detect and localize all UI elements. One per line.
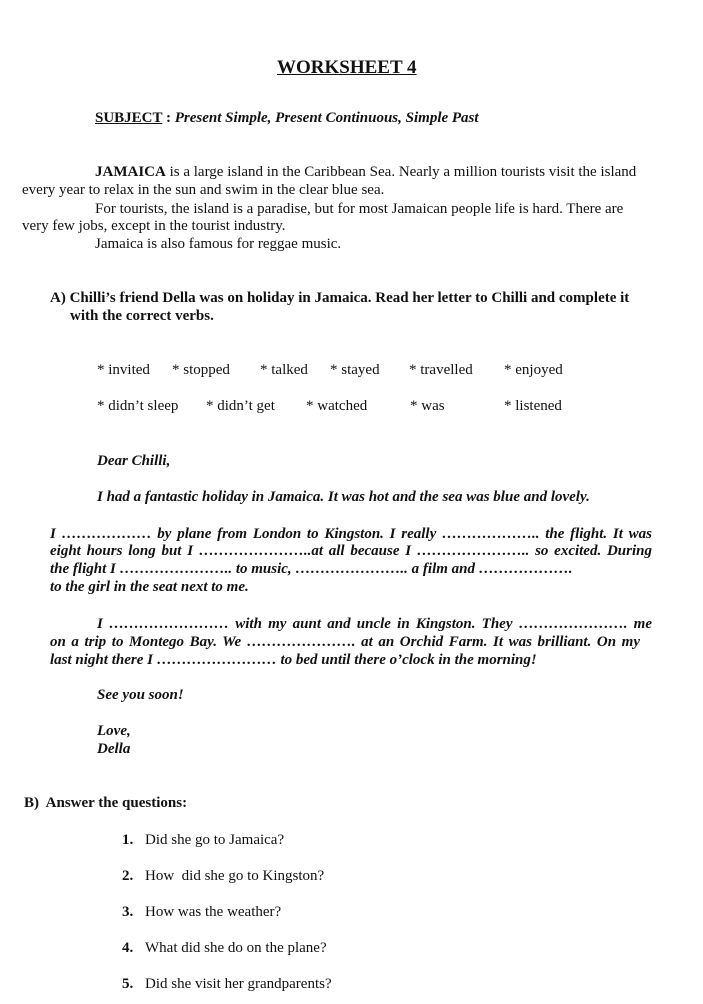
intro-p2-line1: For tourists, the island is a paradise, but for most Jamaican people life is hard. There are [95, 201, 624, 217]
word-bank-item: * didn’t get [206, 398, 275, 414]
section-b-heading: B) Answer the questions: [24, 795, 188, 811]
letter-line: to the girl in the seat next to me. [50, 579, 249, 595]
question-number: 1. [122, 832, 134, 848]
question-text: What did she do on the plane? [145, 940, 327, 956]
letter-line: I ……………… by plane from London to Kingston. I really ……………….. the flight. It was [50, 526, 652, 542]
question-number: 4. [122, 940, 134, 956]
word-bank-item: * invited [97, 362, 150, 378]
question-number: 2. [122, 868, 134, 884]
word-bank-item: * stayed [330, 362, 380, 378]
letter-signoff: Love, [97, 723, 131, 739]
word-bank-item: * stopped [172, 362, 230, 378]
section-a-instruction-1: A) Chilli’s friend Della was on holiday in Jamaica. Read her letter to Chilli and complete it [50, 290, 630, 306]
page-title: WORKSHEET 4 [277, 57, 417, 78]
word-bank-item: * enjoyed [504, 362, 563, 378]
subject-sep: : [162, 110, 175, 126]
word-bank-item: * listened [504, 398, 562, 414]
word-bank-item: * was [410, 398, 445, 414]
intro-p1-line2: every year to relax in the sun and swim in the clear blue sea. [22, 182, 385, 198]
intro-p1-line1 [95, 163, 636, 181]
intro-p3: Jamaica is also famous for reggae music. [95, 236, 342, 252]
letter-line: I …………………… with my aunt and uncle in Kingston. They …………………. me [97, 616, 652, 632]
word-bank-item: * travelled [409, 362, 473, 378]
word-bank-item: * watched [306, 398, 368, 414]
word-bank-item: * didn’t sleep [97, 398, 179, 414]
question-text: How did she go to Kingston? [145, 868, 325, 884]
section-a-instruction-2: with the correct verbs. [70, 308, 214, 324]
question-text: How was the weather? [145, 904, 282, 920]
subject-line [95, 109, 479, 127]
letter-line: last night there I …………………… to bed until there o’clock in the morning! [50, 652, 537, 668]
letter-greeting: Dear Chilli, [97, 453, 171, 469]
question-number: 3. [122, 904, 134, 920]
letter-signature: Della [97, 741, 131, 757]
letter-line: on a trip to Montego Bay. We …………………. at an Orchid Farm. It was brilliant. On my [50, 634, 640, 650]
question-text: Did she go to Jamaica? [145, 832, 285, 848]
question-text: Did she visit her grandparents? [145, 976, 332, 992]
word-bank-item: * talked [260, 362, 308, 378]
letter-line: eight hours long but I …………………..at all because I ………………….. so excited. During [50, 543, 652, 559]
letter-opening: I had a fantastic holiday in Jamaica. It was hot and the sea was blue and lovely. [97, 489, 590, 505]
subject-label: SUBJECT [95, 110, 163, 126]
letter-line: the flight I ………………….. to music, ………………….. a film and ………………. [50, 561, 573, 577]
intro-p1-rest: is a large island in the Caribbean Sea. Nearly a million tourists visit the island [165, 164, 637, 180]
letter-closing: See you soon! [97, 687, 184, 703]
intro-lead: JAMAICA [95, 164, 166, 180]
question-number: 5. [122, 976, 134, 992]
subject-value: Present Simple, Present Continuous, Simple Past [174, 110, 479, 126]
intro-p2-line2: very few jobs, except in the tourist industry. [22, 218, 286, 234]
